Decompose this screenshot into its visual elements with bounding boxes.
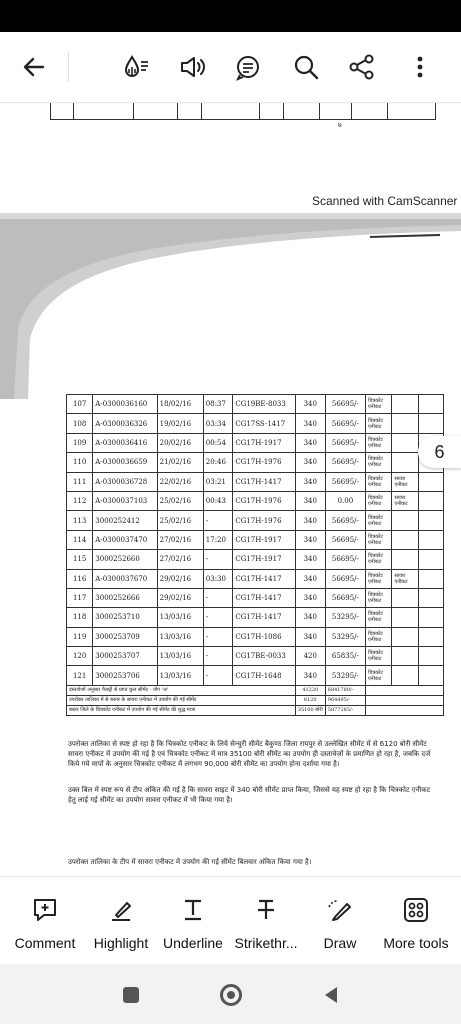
table-cell: 03:30 [203, 569, 233, 588]
table-cell: 25/02/16 [157, 511, 203, 530]
more-tools-icon [401, 895, 431, 925]
summary-label: बस्तर जिले के चित्रकोट एनीकट में उपयोग की गई सीमेंट की शुद्ध मात्रा [67, 705, 296, 715]
table-cell: 13/03/16 [157, 647, 203, 666]
toolbar-separator [68, 52, 69, 82]
table-cell: 25/02/16 [157, 491, 203, 510]
table-cell: 29/02/16 [157, 569, 203, 588]
table-cell: 27/02/16 [157, 530, 203, 549]
table-row [67, 511, 444, 530]
table-cell: 112 [67, 491, 93, 510]
camscanner-watermark: Scanned with CamScanner [312, 194, 458, 208]
table-row [67, 627, 444, 646]
table-cell: 53295/- [325, 666, 365, 685]
page-2 [0, 219, 461, 879]
table-cell: 56695/- [325, 550, 365, 569]
highlight-tool[interactable] [86, 877, 156, 965]
table-cell [418, 395, 443, 414]
table-cell: चित्रकोट एनीकट [366, 511, 392, 530]
comment-label: Comment [14, 935, 76, 951]
table-cell: 116 [67, 569, 93, 588]
table-cell: 3000252660 [93, 550, 157, 569]
table-cell: - [203, 550, 233, 569]
table-cell: CG17H-1917 [233, 433, 295, 452]
table-cell: 340 [295, 608, 325, 627]
table-cell: 119 [67, 627, 93, 646]
table-cell: चित्रकोट एनीकट [366, 433, 392, 452]
table-cell: 13/03/16 [157, 627, 203, 646]
table-cell: 53295/- [325, 608, 365, 627]
table-cell: 56695/- [325, 395, 365, 414]
summary-row [67, 695, 444, 705]
table-cell: चित्रकोट एनीकट [366, 647, 392, 666]
comment-icon [30, 895, 60, 925]
android-nav-bar [0, 964, 461, 1024]
table-cell: 3000253709 [93, 627, 157, 646]
table-cell [392, 395, 418, 414]
table-row [67, 395, 444, 414]
table-cell: A-0300036659 [93, 453, 157, 472]
table-cell: 56695/- [325, 588, 365, 607]
table-cell: CG17H-1976 [233, 453, 295, 472]
table-cell: CG17H-1648 [233, 666, 295, 685]
table-row [67, 569, 444, 588]
summary-empty [366, 685, 444, 695]
table-cell: 29/02/16 [157, 588, 203, 607]
read-aloud-icon[interactable] [118, 49, 154, 85]
table-cell: 117 [67, 588, 93, 607]
table-cell [418, 647, 443, 666]
table-cell: 3000252412 [93, 511, 157, 530]
table-cell [392, 511, 418, 530]
table-cell: 21/02/16 [157, 453, 203, 472]
page-1 [0, 103, 461, 213]
table-cell: चित्रकोट एनीकट [366, 588, 392, 607]
table-cell: 115 [67, 550, 93, 569]
table-cell: 0.00 [325, 491, 365, 510]
search-icon[interactable] [288, 49, 324, 85]
table-cell: CG17H-1417 [233, 569, 295, 588]
highlight-icon [106, 895, 136, 925]
table-cell: 111 [67, 472, 93, 491]
table-cell: 56695/- [325, 433, 365, 452]
table-row [67, 608, 444, 627]
table-cell: 340 [295, 530, 325, 549]
table-cell [418, 472, 443, 491]
table-cell: 420 [295, 647, 325, 666]
table-cell: 340 [295, 569, 325, 588]
more-tools-label: More tools [383, 935, 449, 951]
table-cell: चित्रकोट एनीकट [366, 395, 392, 414]
table-cell: 120 [67, 647, 93, 666]
table-cell: चित्रकोट एनीकट [366, 472, 392, 491]
draw-icon [325, 895, 355, 925]
volume-icon[interactable] [174, 49, 210, 85]
page-curl-shadow [0, 219, 461, 399]
summary-row [67, 685, 444, 695]
share-icon[interactable] [344, 49, 380, 85]
summary-qty: 41220 [295, 685, 325, 695]
table-cell: 20:46 [203, 453, 233, 472]
table-cell: 340 [295, 472, 325, 491]
table-cell: चित्रकोट एनीकट [366, 530, 392, 549]
table-cell: 107 [67, 395, 93, 414]
table-cell [418, 627, 443, 646]
table-cell: सावरा एनीकट [392, 491, 418, 510]
page-indicator-badge[interactable]: 6 [418, 436, 461, 468]
table-cell: 113 [67, 511, 93, 530]
table-cell: CG17H-1917 [233, 530, 295, 549]
table-cell: 340 [295, 414, 325, 433]
more-tools-button[interactable] [376, 877, 456, 965]
summary-empty [366, 705, 444, 715]
table-cell: चित्रकोट एनीकट [366, 666, 392, 685]
table-cell [418, 608, 443, 627]
more-vertical-icon[interactable] [402, 49, 438, 85]
table-cell [392, 550, 418, 569]
table-cell: 114 [67, 530, 93, 549]
table-cell [392, 627, 418, 646]
table-cell: 340 [295, 491, 325, 510]
table-cell: A-0300037470 [93, 530, 157, 549]
summary-amount: 964495/- [325, 695, 365, 705]
table-cell: 18/02/16 [157, 395, 203, 414]
table-cell: A-0300036728 [93, 472, 157, 491]
paragraph-2: उक्त बिल में स्पष्ट रूप से टीप अंकित की गई है कि सावरा साइट में 340 बोरी सीमेंट प्राप्त किया, जिससे यह स्पष्ट हो रहा है कि चित्रकोट एनीकट हेतु लाई गई सीमेंट का उपयोग सावरा एनीकट में भी किया गया है। [68, 786, 431, 804]
table-cell: 340 [295, 588, 325, 607]
table-cell: 110 [67, 453, 93, 472]
home-circle-icon[interactable] [218, 982, 244, 1008]
table-cell: - [203, 647, 233, 666]
table-row [67, 666, 444, 685]
strikethrough-icon [251, 895, 281, 925]
table-cell: 3000252666 [93, 588, 157, 607]
underline-label: Underline [163, 935, 223, 951]
table-cell: CG19BE-8033 [233, 395, 295, 414]
highlight-label: Highlight [93, 935, 149, 951]
table-row [67, 550, 444, 569]
table-cell: 340 [295, 666, 325, 685]
summary-label: दस्तावेजों अनुसार फैक्ट्री से प्राप्त कुल सीमेंट - योग 'अ' [67, 685, 296, 695]
table-cell: CG17H-1417 [233, 608, 295, 627]
top-toolbar [0, 32, 461, 103]
bottom-tools-bar [0, 876, 461, 965]
table-cell: 65835/- [325, 647, 365, 666]
table-cell [418, 511, 443, 530]
table-cell: चित्रकोट एनीकट [366, 414, 392, 433]
table-cell: CG17H-1976 [233, 491, 295, 510]
table-cell: 56695/- [325, 472, 365, 491]
table-cell: A-0300037103 [93, 491, 157, 510]
summary-empty [366, 695, 444, 705]
table-cell: A-0300037670 [93, 569, 157, 588]
draw-tool[interactable] [310, 877, 370, 965]
underline-icon [178, 895, 208, 925]
table-cell [418, 588, 443, 607]
table-cell: चित्रकोट एनीकट [366, 569, 392, 588]
table-cell: 118 [67, 608, 93, 627]
table-row [67, 453, 444, 472]
summary-row [67, 705, 444, 715]
table-cell: CG17H-1917 [233, 550, 295, 569]
summary-qty: 6120 [295, 695, 325, 705]
table-cell: 340 [295, 453, 325, 472]
table-cell: - [203, 627, 233, 646]
table-cell: 340 [295, 627, 325, 646]
page-number: ७ [338, 121, 342, 129]
table-cell: 03:34 [203, 414, 233, 433]
table-cell: 3000253706 [93, 666, 157, 685]
table-cell: 340 [295, 511, 325, 530]
table-cell: 3000253710 [93, 608, 157, 627]
table-row [67, 491, 444, 510]
table-cell: - [203, 588, 233, 607]
table-row [67, 414, 444, 433]
table-row [67, 472, 444, 491]
back-arrow-icon[interactable] [16, 49, 52, 85]
table-cell: 109 [67, 433, 93, 452]
table-cell: 340 [295, 550, 325, 569]
status-bar [0, 0, 461, 32]
comments-list-icon[interactable] [230, 49, 266, 85]
table-cell: चित्रकोट एनीकट [366, 453, 392, 472]
table-cell: - [203, 511, 233, 530]
table-cell: 340 [295, 433, 325, 452]
table-cell [392, 588, 418, 607]
table-cell [418, 530, 443, 549]
table-cell: 3000253707 [93, 647, 157, 666]
table-cell: चित्रकोट एनीकट [366, 491, 392, 510]
table-cell [418, 666, 443, 685]
summary-label: उपरोक्त तालिका में से बस्तर के सावरा एनीकट में उपयोग की गई सीमेंट [67, 695, 296, 705]
table-cell: CG17SS-1417 [233, 414, 295, 433]
table-cell: 22/02/16 [157, 472, 203, 491]
table-cell: 27/02/16 [157, 550, 203, 569]
table-cell: 08:37 [203, 395, 233, 414]
recents-square-icon[interactable] [118, 982, 144, 1008]
summary-qty: 35100 बोरी [295, 705, 325, 715]
table-cell: 13/03/16 [157, 608, 203, 627]
table-cell [392, 530, 418, 549]
table-cell: 19/02/16 [157, 414, 203, 433]
back-triangle-icon[interactable] [318, 982, 344, 1008]
comment-tool[interactable] [10, 877, 80, 965]
table-cell: 56695/- [325, 414, 365, 433]
paragraph-3: उपरोक्त तालिका के टीप में सावरा एनीकट में उपयोग की गई सीमेंट बिलवार अंकित किया गया है। [68, 858, 312, 866]
table-cell: 121 [67, 666, 93, 685]
table-cell: A-0300036160 [93, 395, 157, 414]
table-cell: A-0300036326 [93, 414, 157, 433]
table-cell [392, 433, 418, 452]
table-cell: CG17H-1976 [233, 511, 295, 530]
table-cell: - [203, 608, 233, 627]
table-cell: 340 [295, 395, 325, 414]
table-cell: सावरा एनीकट [392, 472, 418, 491]
table-cell: 56695/- [325, 530, 365, 549]
table-cell: 17:20 [203, 530, 233, 549]
table-cell: A-0300036416 [93, 433, 157, 452]
paragraph-1: उपरोक्त तालिका से स्पष्ट हो रहा है कि चित्रकोट एनीकट के लिये सेन्चुरी सीमेंट बैकुण्ठ जिला रायपुर से उल्लेखित सीमेंट में से 6120 बोरी सीमेंट सावरा एनीकट में उपयोग की गई है एवं चित्रकोट एनीकट में मात्र 35100 बोरी सीमेंट का उपयोग ही दस्तावेजों के प्रमाणित हो रहा है, जबकि दर्ज किये गये मापों के अनुसार चित्रकोट एनीकट में लगभग 90,000 बोरी सीमेंट का उपयोग होना दर्शाया गया है। [68, 740, 431, 768]
table-cell: CG17H-1086 [233, 627, 295, 646]
strikethrough-label: Strikethr... [234, 935, 298, 951]
table-cell: चित्रकोट एनीकट [366, 550, 392, 569]
table-cell [392, 414, 418, 433]
table-cell [392, 666, 418, 685]
table-row [67, 588, 444, 607]
summary-amount: 5877285/- [325, 705, 365, 715]
table-cell: CG17H-1417 [233, 472, 295, 491]
table-cell [418, 414, 443, 433]
table-cell: 108 [67, 414, 93, 433]
table-cell: 56695/- [325, 453, 365, 472]
table-cell [418, 491, 443, 510]
draw-label: Draw [323, 935, 357, 951]
table-cell: 00:43 [203, 491, 233, 510]
table-cell [418, 569, 443, 588]
document-viewer[interactable] [0, 103, 461, 875]
summary-amount: 6841780/- [325, 685, 365, 695]
table-cell: CG17H-1417 [233, 588, 295, 607]
table-cell: चित्रकोट एनीकट [366, 608, 392, 627]
previous-table-bottom [50, 103, 436, 120]
table-cell: 00:54 [203, 433, 233, 452]
table-row [67, 530, 444, 549]
table-cell [418, 550, 443, 569]
table-cell: - [203, 666, 233, 685]
table-cell: 13/03/16 [157, 666, 203, 685]
table-cell: 53295/- [325, 627, 365, 646]
table-cell [392, 453, 418, 472]
table-cell [392, 647, 418, 666]
table-row [67, 433, 444, 452]
table-cell: 03:21 [203, 472, 233, 491]
table-cell: 56695/- [325, 569, 365, 588]
cement-bill-table [66, 394, 444, 716]
table-cell: CG17BE-0033 [233, 647, 295, 666]
underline-tool[interactable] [160, 877, 226, 965]
table-cell: 20/02/16 [157, 433, 203, 452]
table-cell [392, 608, 418, 627]
table-row [67, 647, 444, 666]
strikethrough-tool[interactable] [230, 877, 302, 965]
table-cell: 56695/- [325, 511, 365, 530]
table-cell: चित्रकोट एनीकट [366, 627, 392, 646]
table-cell: सावरा एनीकट [392, 569, 418, 588]
